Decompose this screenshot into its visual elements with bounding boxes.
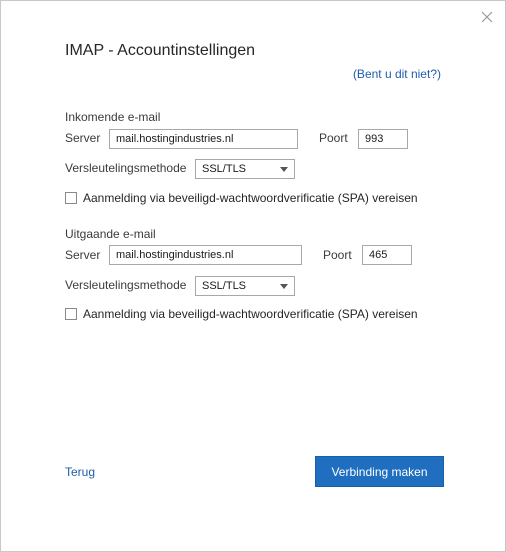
outgoing-spa-label: Aanmelding via beveiligd-wachtwoordverificatie (SPA) vereisen bbox=[83, 307, 418, 321]
outgoing-port-label: Poort bbox=[323, 248, 352, 262]
incoming-section-label: Inkomende e-mail bbox=[65, 110, 161, 124]
back-link[interactable]: Terug bbox=[65, 465, 96, 479]
incoming-server-input[interactable] bbox=[109, 129, 298, 149]
incoming-encryption-value: SSL/TLS bbox=[202, 163, 247, 175]
chevron-down-icon bbox=[280, 167, 288, 172]
outgoing-port-input[interactable] bbox=[362, 245, 412, 265]
incoming-encryption-select[interactable] bbox=[195, 159, 295, 179]
incoming-port-input[interactable] bbox=[358, 129, 408, 149]
outgoing-spa-checkbox[interactable] bbox=[65, 308, 77, 320]
outgoing-encryption-value: SSL/TLS bbox=[202, 280, 247, 292]
dialog-title: IMAP - Accountinstellingen bbox=[65, 42, 256, 59]
outgoing-spa-row[interactable] bbox=[65, 306, 418, 322]
incoming-spa-row[interactable] bbox=[65, 190, 418, 206]
outgoing-encryption-select[interactable] bbox=[195, 276, 295, 296]
outgoing-server-input[interactable] bbox=[109, 245, 302, 265]
incoming-server-label: Server bbox=[65, 131, 101, 145]
outgoing-encryption-label: Versleutelingsmethode bbox=[65, 278, 187, 292]
outgoing-section-label: Uitgaande e-mail bbox=[65, 227, 156, 241]
not-you-link[interactable]: (Bent u dit niet?) bbox=[352, 67, 441, 81]
incoming-spa-checkbox[interactable] bbox=[65, 192, 77, 204]
outgoing-server-label: Server bbox=[65, 248, 101, 262]
incoming-encryption-label: Versleutelingsmethode bbox=[65, 161, 187, 175]
incoming-port-label: Poort bbox=[319, 131, 348, 145]
incoming-spa-label: Aanmelding via beveiligd-wachtwoordverificatie (SPA) vereisen bbox=[83, 191, 418, 205]
close-icon[interactable] bbox=[479, 9, 495, 25]
chevron-down-icon bbox=[280, 284, 288, 289]
connect-button[interactable]: Verbinding maken bbox=[315, 456, 444, 487]
